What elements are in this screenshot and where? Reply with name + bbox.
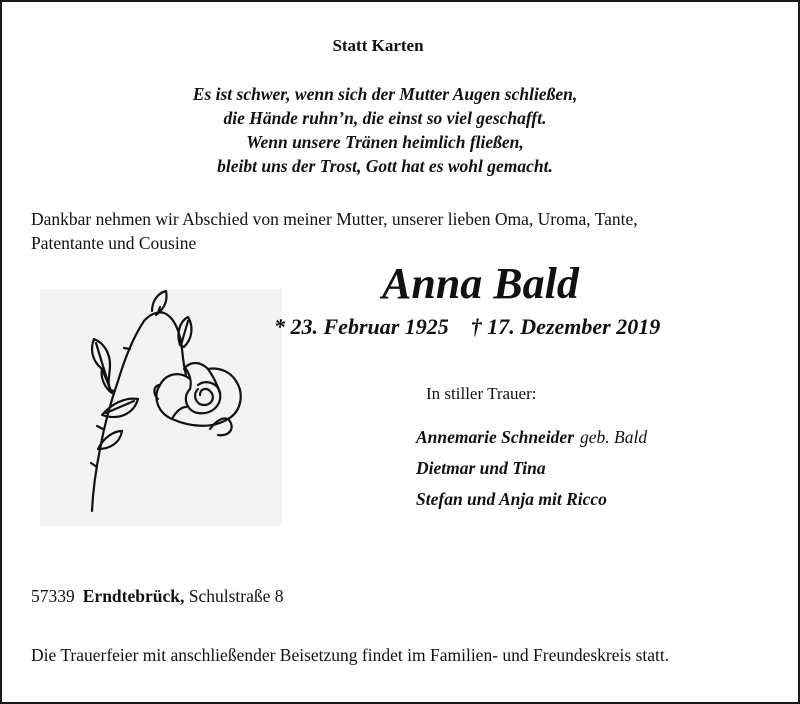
life-dates xyxy=(274,314,660,340)
death-date: † 17. Dezember 2019 xyxy=(470,314,661,339)
survivor-name: Annemarie Schneider xyxy=(416,427,575,447)
survivor-item xyxy=(416,484,647,515)
deceased-name: Anna Bald xyxy=(382,259,579,308)
postal-code: 57339 xyxy=(31,586,75,606)
birth-date: * 23. Februar 1925 xyxy=(274,314,449,339)
rose-icon xyxy=(40,289,282,526)
survivor-name: Stefan und Anja mit Ricco xyxy=(416,489,607,509)
intro-line: Dankbar nehmen wir Abschied von meiner Mutter, unserer lieben Oma, Uroma, Tante, xyxy=(31,209,638,229)
intro-text xyxy=(31,207,638,255)
poem-line: die Hände ruhn’n, die einst so viel geschafft. xyxy=(223,108,547,128)
poem-line: Es ist schwer, wenn sich der Mutter Augen schließen, xyxy=(192,84,578,104)
poem-line: Wenn unsere Tränen heimlich fließen, xyxy=(246,132,524,152)
address xyxy=(31,586,284,607)
poem-line: bleibt uns der Trost, Gott hat es wohl gemacht. xyxy=(217,156,553,176)
survivors-list xyxy=(416,422,647,515)
street: Schulstraße 8 xyxy=(188,586,284,606)
survivor-item xyxy=(416,453,647,484)
mourning-heading: In stiller Trauer: xyxy=(426,384,537,403)
intro-line: Patentante und Cousine xyxy=(31,233,197,253)
header-statt-karten: Statt Karten xyxy=(332,36,424,55)
survivor-name: Dietmar und Tina xyxy=(416,458,546,478)
survivor-item xyxy=(416,422,647,453)
funeral-note: Die Trauerfeier mit anschließender Beisetzung findet im Familien- und Freundeskreis statt. xyxy=(31,645,670,665)
survivor-note: geb. Bald xyxy=(580,427,648,447)
city: Erndtebrück, xyxy=(82,586,185,606)
poem xyxy=(2,82,768,178)
rose-illustration xyxy=(40,289,282,526)
